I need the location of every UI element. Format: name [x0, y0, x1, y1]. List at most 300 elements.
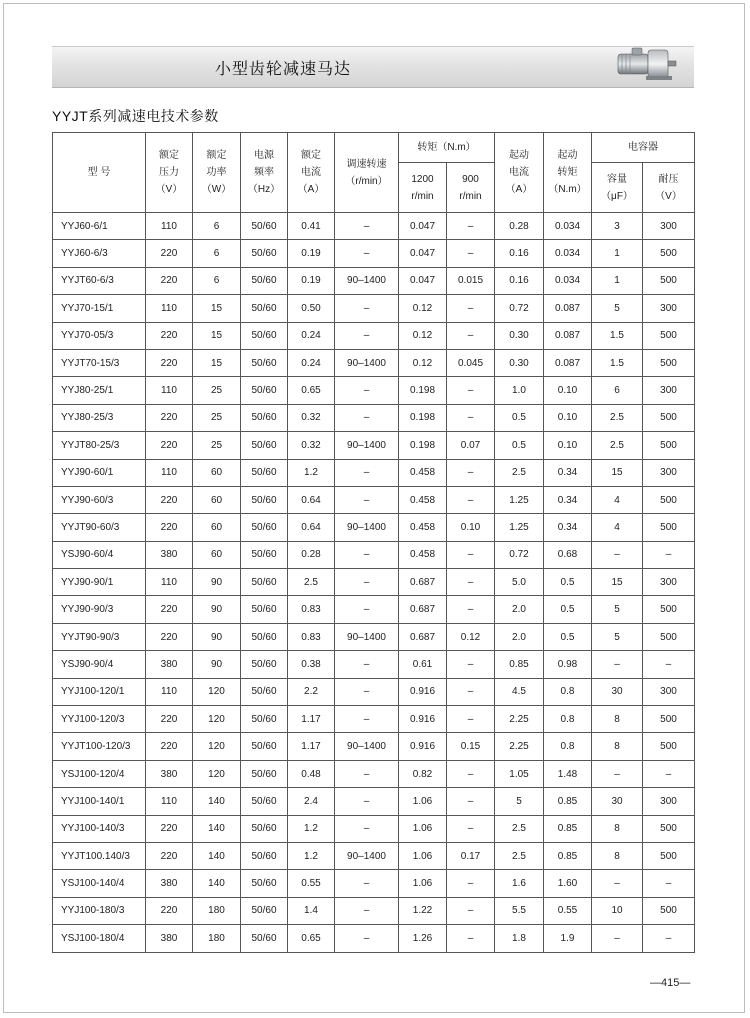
table-row [53, 404, 695, 431]
table-cell: 50/60 [241, 267, 288, 294]
table-cell: 0.19 [288, 240, 335, 267]
table-cell: 2.5 [592, 404, 643, 431]
table-cell: 30 [592, 788, 643, 815]
table-cell: – [335, 678, 399, 705]
table-cell: 0.24 [288, 322, 335, 349]
table-cell: – [447, 815, 495, 842]
header-speed: 调速转速 （r/min） [335, 133, 399, 213]
model-cell: YYJ70-05/3 [53, 322, 146, 349]
header-cap-voltage: 耐压 （V） [643, 163, 695, 213]
table-cell: – [335, 240, 399, 267]
header-torque-group: 转矩（N.m） [399, 133, 495, 163]
header-title: 小型齿轮减速马达 [215, 61, 352, 78]
table-cell: 0.458 [399, 459, 447, 486]
table-cell: 0.24 [288, 349, 335, 376]
table-cell: – [592, 870, 643, 897]
model-cell: YYJT80-25/3 [53, 432, 146, 459]
table-cell: 50/60 [241, 925, 288, 952]
table-row [53, 623, 695, 650]
table-cell: 0.28 [495, 213, 544, 240]
table-cell: 0.458 [399, 541, 447, 568]
header-frequency: 电源 频率 （Hz） [241, 133, 288, 213]
header-capacitor-group: 电容器 [592, 133, 695, 163]
table-cell: 380 [146, 870, 193, 897]
table-cell: 0.5 [544, 596, 592, 623]
table-cell: – [335, 377, 399, 404]
table-cell: 0.687 [399, 623, 447, 650]
table-cell: 500 [643, 842, 695, 869]
table-cell: – [447, 295, 495, 322]
header-start-current: 起动 电流 （A） [495, 133, 544, 213]
table-cell: 60 [193, 541, 241, 568]
table-cell: 0.85 [544, 788, 592, 815]
table-cell: 25 [193, 404, 241, 431]
table-cell: 6 [193, 267, 241, 294]
table-cell: 300 [643, 213, 695, 240]
table-cell: 220 [146, 240, 193, 267]
model-cell: YYJT90-60/3 [53, 514, 146, 541]
table-cell: 380 [146, 760, 193, 787]
table-cell: – [643, 651, 695, 678]
table-cell: 220 [146, 733, 193, 760]
spec-table-body [53, 213, 695, 953]
table-cell: 220 [146, 432, 193, 459]
table-cell: 0.5 [495, 432, 544, 459]
table-cell: – [643, 925, 695, 952]
table-cell: 15 [193, 295, 241, 322]
table-row [53, 596, 695, 623]
table-cell: 0.72 [495, 295, 544, 322]
table-cell: 50/60 [241, 678, 288, 705]
table-cell: 0.198 [399, 404, 447, 431]
table-cell: – [592, 651, 643, 678]
table-cell: – [447, 870, 495, 897]
table-cell: 4 [592, 486, 643, 513]
table-cell: 50/60 [241, 486, 288, 513]
table-cell: – [447, 240, 495, 267]
table-cell: 300 [643, 569, 695, 596]
table-cell: 15 [592, 459, 643, 486]
table-cell: 90–1400 [335, 623, 399, 650]
header-torque-900: 900 r/min [447, 163, 495, 213]
table-cell: – [447, 897, 495, 924]
table-row [53, 322, 695, 349]
table-cell: 500 [643, 596, 695, 623]
table-cell: 1.26 [399, 925, 447, 952]
table-cell: 50/60 [241, 733, 288, 760]
table-cell: 0.458 [399, 486, 447, 513]
table-cell: 220 [146, 267, 193, 294]
table-cell: 0.8 [544, 706, 592, 733]
table-cell: 1.48 [544, 760, 592, 787]
table-cell: 0.28 [288, 541, 335, 568]
table-cell: – [447, 651, 495, 678]
table-cell: – [335, 706, 399, 733]
table-cell: 220 [146, 404, 193, 431]
table-cell: 50/60 [241, 897, 288, 924]
table-cell: 110 [146, 377, 193, 404]
table-cell: 90 [193, 623, 241, 650]
table-cell: 90 [193, 569, 241, 596]
table-cell: 500 [643, 815, 695, 842]
table-cell: – [335, 651, 399, 678]
table-cell: 4.5 [495, 678, 544, 705]
table-cell: 90 [193, 651, 241, 678]
table-cell: 50/60 [241, 596, 288, 623]
table-cell: 50/60 [241, 815, 288, 842]
table-cell: 50/60 [241, 295, 288, 322]
table-cell: 0.045 [447, 349, 495, 376]
table-cell: 0.65 [288, 377, 335, 404]
table-cell: 1.8 [495, 925, 544, 952]
section-title: YYJT系列减速电技术参数 [52, 108, 219, 124]
table-cell: 1.06 [399, 815, 447, 842]
table-cell: 5 [592, 596, 643, 623]
table-cell: 0.034 [544, 267, 592, 294]
table-cell: 380 [146, 651, 193, 678]
model-cell: YSJ100-120/4 [53, 760, 146, 787]
model-cell: YSJ100-180/4 [53, 925, 146, 952]
table-cell: – [335, 213, 399, 240]
table-cell: – [447, 213, 495, 240]
table-cell: 25 [193, 377, 241, 404]
table-cell: 50/60 [241, 842, 288, 869]
table-row [53, 459, 695, 486]
table-cell: 300 [643, 678, 695, 705]
table-cell: 0.34 [544, 514, 592, 541]
table-cell: 60 [193, 459, 241, 486]
table-cell: – [447, 706, 495, 733]
table-cell: 50/60 [241, 870, 288, 897]
table-cell: 140 [193, 788, 241, 815]
table-cell: – [447, 596, 495, 623]
table-cell: 0.55 [288, 870, 335, 897]
table-cell: – [335, 870, 399, 897]
table-cell: 0.85 [495, 651, 544, 678]
table-cell: 50/60 [241, 240, 288, 267]
model-cell: YYJ90-60/3 [53, 486, 146, 513]
table-cell: 1.06 [399, 870, 447, 897]
table-cell: 8 [592, 842, 643, 869]
table-cell: 2.5 [592, 432, 643, 459]
table-cell: 0.61 [399, 651, 447, 678]
table-cell: 0.10 [544, 404, 592, 431]
table-cell: 1.22 [399, 897, 447, 924]
table-cell: 0.687 [399, 569, 447, 596]
table-cell: – [335, 760, 399, 787]
table-cell: 50/60 [241, 514, 288, 541]
table-cell: 0.38 [288, 651, 335, 678]
table-row [53, 514, 695, 541]
table-cell: 15 [592, 569, 643, 596]
table-cell: 1 [592, 267, 643, 294]
table-cell: 60 [193, 486, 241, 513]
table-cell: 1 [592, 240, 643, 267]
table-cell: 0.047 [399, 240, 447, 267]
table-row [53, 706, 695, 733]
table-cell: 220 [146, 596, 193, 623]
model-cell: YYJ100-180/3 [53, 897, 146, 924]
table-cell: 1.5 [592, 322, 643, 349]
table-cell: 110 [146, 459, 193, 486]
table-row [53, 295, 695, 322]
table-cell: 0.83 [288, 623, 335, 650]
table-cell: 0.72 [495, 541, 544, 568]
table-cell: 2.2 [288, 678, 335, 705]
table-cell: 1.9 [544, 925, 592, 952]
table-row [53, 432, 695, 459]
table-cell: – [447, 678, 495, 705]
table-cell: 120 [193, 760, 241, 787]
table-cell: – [447, 404, 495, 431]
table-cell: – [335, 596, 399, 623]
table-cell: 25 [193, 432, 241, 459]
table-cell: – [447, 486, 495, 513]
table-cell: – [335, 541, 399, 568]
table-cell: – [335, 569, 399, 596]
table-cell: 0.64 [288, 486, 335, 513]
table-cell: – [335, 925, 399, 952]
table-cell: 220 [146, 842, 193, 869]
model-cell: YYJT60-6/3 [53, 267, 146, 294]
table-cell: 0.65 [288, 925, 335, 952]
table-cell: – [447, 459, 495, 486]
table-cell: 500 [643, 514, 695, 541]
model-cell: YYJT90-90/3 [53, 623, 146, 650]
table-cell: 500 [643, 706, 695, 733]
table-cell: 0.83 [288, 596, 335, 623]
table-cell: 120 [193, 706, 241, 733]
table-cell: 300 [643, 459, 695, 486]
model-cell: YYJ100-120/1 [53, 678, 146, 705]
table-cell: 1.25 [495, 486, 544, 513]
table-cell: 5.5 [495, 897, 544, 924]
table-cell: 0.5 [544, 569, 592, 596]
table-cell: 180 [193, 925, 241, 952]
table-cell: 180 [193, 897, 241, 924]
table-cell: 30 [592, 678, 643, 705]
gear-motor-icon [612, 40, 680, 86]
table-cell: 500 [643, 432, 695, 459]
table-cell: 0.30 [495, 322, 544, 349]
table-cell: 0.98 [544, 651, 592, 678]
table-cell: 5 [592, 295, 643, 322]
table-cell: 0.85 [544, 815, 592, 842]
table-cell: 50/60 [241, 541, 288, 568]
table-cell: – [447, 541, 495, 568]
table-cell: 1.2 [288, 842, 335, 869]
table-cell: 1.0 [495, 377, 544, 404]
model-cell: YSJ100-140/4 [53, 870, 146, 897]
table-cell: 50/60 [241, 569, 288, 596]
table-cell: 50/60 [241, 404, 288, 431]
table-cell: 0.10 [544, 432, 592, 459]
table-cell: 6 [592, 377, 643, 404]
header-pressure: 额定 压力 （V） [146, 133, 193, 213]
table-cell: 90–1400 [335, 267, 399, 294]
table-cell: – [335, 295, 399, 322]
table-cell: 0.07 [447, 432, 495, 459]
table-row [53, 678, 695, 705]
table-cell: 220 [146, 486, 193, 513]
table-cell: 220 [146, 349, 193, 376]
table-cell: 1.25 [495, 514, 544, 541]
table-cell: 0.68 [544, 541, 592, 568]
table-cell: – [447, 788, 495, 815]
table-cell: 0.916 [399, 733, 447, 760]
table-cell: 1.06 [399, 842, 447, 869]
header-power: 额定 功率 （W） [193, 133, 241, 213]
table-cell: 0.50 [288, 295, 335, 322]
table-cell: 0.047 [399, 213, 447, 240]
table-cell: 110 [146, 295, 193, 322]
table-cell: 90 [193, 596, 241, 623]
table-cell: 0.5 [495, 404, 544, 431]
table-row [53, 651, 695, 678]
table-row [53, 925, 695, 952]
table-cell: 0.12 [447, 623, 495, 650]
table-cell: 2.5 [288, 569, 335, 596]
table-cell: 50/60 [241, 760, 288, 787]
table-cell: 90–1400 [335, 432, 399, 459]
table-cell: 1.60 [544, 870, 592, 897]
table-row [53, 815, 695, 842]
table-cell: 300 [643, 295, 695, 322]
table-cell: 0.5 [544, 623, 592, 650]
table-cell: 10 [592, 897, 643, 924]
table-cell: 0.034 [544, 240, 592, 267]
table-cell: 0.015 [447, 267, 495, 294]
table-row [53, 897, 695, 924]
table-cell: 0.087 [544, 349, 592, 376]
table-cell: 4 [592, 514, 643, 541]
table-cell: 8 [592, 706, 643, 733]
table-cell: 90–1400 [335, 349, 399, 376]
table-cell: 120 [193, 733, 241, 760]
table-cell: 220 [146, 514, 193, 541]
table-cell: 220 [146, 897, 193, 924]
table-cell: 220 [146, 815, 193, 842]
table-cell: 6 [193, 213, 241, 240]
table-cell: 0.916 [399, 706, 447, 733]
model-cell: YYJT100-120/3 [53, 733, 146, 760]
model-cell: YYJ60-6/3 [53, 240, 146, 267]
table-cell: 1.17 [288, 706, 335, 733]
model-cell: YYJT70-15/3 [53, 349, 146, 376]
table-cell: 110 [146, 788, 193, 815]
table-cell: 0.34 [544, 486, 592, 513]
table-cell: 140 [193, 870, 241, 897]
model-cell: YYJ80-25/3 [53, 404, 146, 431]
table-cell: 0.087 [544, 322, 592, 349]
table-row [53, 842, 695, 869]
table-cell: 2.5 [495, 459, 544, 486]
table-cell: – [643, 760, 695, 787]
table-cell: 0.12 [399, 322, 447, 349]
table-cell: 1.2 [288, 459, 335, 486]
table-cell: 0.17 [447, 842, 495, 869]
table-cell: 90–1400 [335, 733, 399, 760]
table-cell: 0.41 [288, 213, 335, 240]
table-cell: 500 [643, 623, 695, 650]
header-torque-1200: 1200 r/min [399, 163, 447, 213]
table-cell: 50/60 [241, 322, 288, 349]
table-cell: – [643, 541, 695, 568]
table-cell: 0.12 [399, 349, 447, 376]
table-cell: 1.4 [288, 897, 335, 924]
table-cell: 90–1400 [335, 842, 399, 869]
model-cell: YYJ60-6/1 [53, 213, 146, 240]
table-cell: – [335, 404, 399, 431]
table-cell: 380 [146, 541, 193, 568]
table-cell: 50/60 [241, 651, 288, 678]
table-cell: 380 [146, 925, 193, 952]
table-cell: 110 [146, 569, 193, 596]
table-cell: – [335, 815, 399, 842]
table-cell: 50/60 [241, 623, 288, 650]
table-cell: 90–1400 [335, 514, 399, 541]
table-cell: 0.34 [544, 459, 592, 486]
model-cell: YYJ90-90/3 [53, 596, 146, 623]
table-cell: 500 [643, 267, 695, 294]
model-cell: YYJ70-15/1 [53, 295, 146, 322]
table-cell: 500 [643, 404, 695, 431]
table-cell: 0.16 [495, 267, 544, 294]
table-cell: 110 [146, 213, 193, 240]
table-cell: 0.198 [399, 377, 447, 404]
table-cell: – [335, 459, 399, 486]
table-cell: 1.05 [495, 760, 544, 787]
table-cell: 140 [193, 815, 241, 842]
table-cell: 2.5 [495, 842, 544, 869]
header-start-torque: 起动 转矩 （N.m） [544, 133, 592, 213]
header-current: 额定 电流 （A） [288, 133, 335, 213]
table-cell: 50/60 [241, 213, 288, 240]
model-cell: YYJ100-140/1 [53, 788, 146, 815]
table-cell: 300 [643, 377, 695, 404]
table-row [53, 267, 695, 294]
table-row [53, 377, 695, 404]
table-row [53, 240, 695, 267]
table-cell: 1.06 [399, 788, 447, 815]
table-cell: 2.0 [495, 596, 544, 623]
table-cell: – [447, 569, 495, 596]
table-cell: 1.5 [592, 349, 643, 376]
model-cell: YYJ90-90/1 [53, 569, 146, 596]
table-cell: – [592, 925, 643, 952]
table-cell: 5 [592, 623, 643, 650]
table-cell: – [335, 897, 399, 924]
table-cell: 50/60 [241, 788, 288, 815]
table-cell: 2.4 [288, 788, 335, 815]
table-cell: 110 [146, 678, 193, 705]
table-cell: 0.198 [399, 432, 447, 459]
table-cell: 220 [146, 706, 193, 733]
table-cell: 0.19 [288, 267, 335, 294]
table-cell: 0.8 [544, 678, 592, 705]
table-row [53, 569, 695, 596]
model-cell: YSJ90-60/4 [53, 541, 146, 568]
table-row [53, 788, 695, 815]
table-row [53, 760, 695, 787]
table-cell: 50/60 [241, 459, 288, 486]
table-cell: 0.047 [399, 267, 447, 294]
table-cell: 0.10 [544, 377, 592, 404]
header-band [52, 46, 694, 88]
table-cell: 500 [643, 322, 695, 349]
table-cell: 0.82 [399, 760, 447, 787]
table-cell: 2.25 [495, 706, 544, 733]
